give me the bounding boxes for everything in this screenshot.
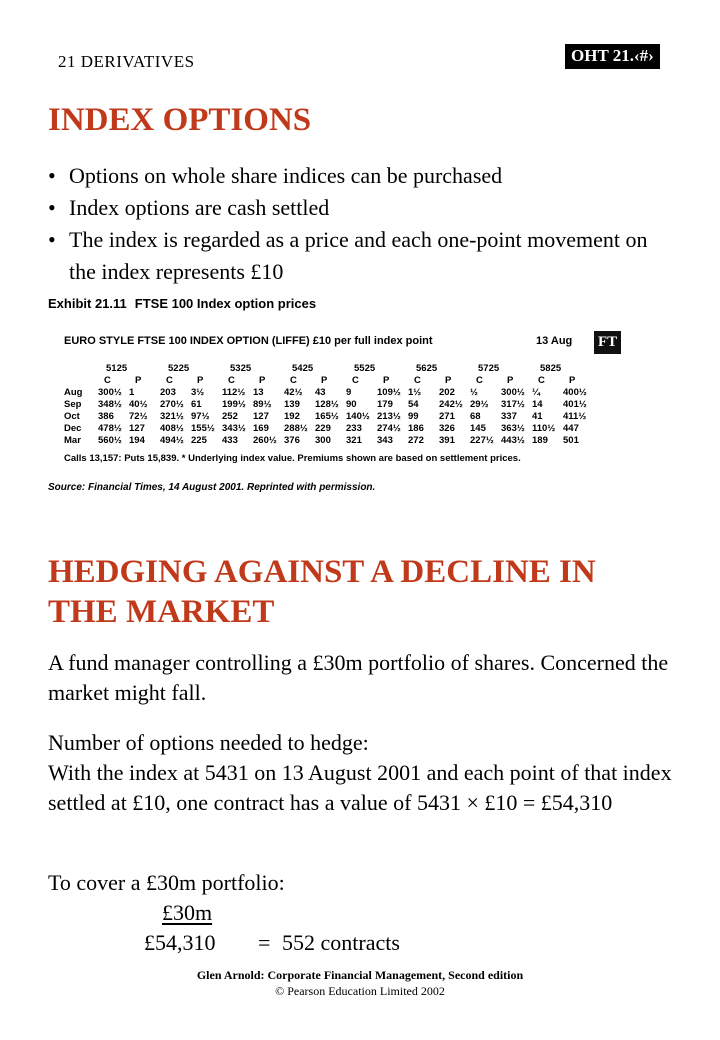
option-premium: 13 xyxy=(253,387,264,398)
source-publication: Financial Times, 14 August 2001. Reprinted with permission. xyxy=(88,482,376,493)
ft-logo: FT xyxy=(594,331,621,354)
option-premium: 288½ xyxy=(284,423,308,434)
option-premium: 433 xyxy=(222,435,238,446)
bullet-item: • The index is regarded as a price and each one-point movement on the index represents £10 xyxy=(48,224,648,288)
call-put-header: P xyxy=(445,375,452,386)
exhibit-calls-note: Calls 13,157: Puts 15,839. * Underlying index value. Premiums shown are based on settlement prices. xyxy=(64,453,521,464)
call-put-header: P xyxy=(259,375,266,386)
option-premium: 3½ xyxy=(191,387,205,398)
table-row xyxy=(48,423,620,435)
slide-number-badge: OHT 21.‹#› xyxy=(565,44,660,69)
table-row xyxy=(48,435,620,447)
option-premium: 400½ xyxy=(563,387,587,398)
call-put-header: C xyxy=(538,375,545,386)
option-premium: 1½ xyxy=(408,387,422,398)
strike-price: 5525 xyxy=(354,363,376,374)
exhibit-title xyxy=(48,296,620,311)
option-premium: ½ xyxy=(470,387,478,398)
call-put-header: C xyxy=(476,375,483,386)
option-premium: 43 xyxy=(315,387,326,398)
option-premium: 29½ xyxy=(470,399,489,410)
option-premium: 348½ xyxy=(98,399,122,410)
fraction-numerator: £30m xyxy=(162,900,213,925)
expiry-month: Dec xyxy=(64,423,82,434)
option-premium: 68 xyxy=(470,411,481,422)
paragraph-line: Number of options needed to hedge: xyxy=(48,730,369,755)
footer-copyright: © Pearson Education Limited 2002 xyxy=(275,984,445,998)
exhibit-date: 13 Aug xyxy=(536,335,573,347)
call-put-header: C xyxy=(228,375,235,386)
option-premium: 97½ xyxy=(191,411,210,422)
exhibit-subtitle: EURO STYLE FTSE 100 INDEX OPTION (LIFFE) £10 per full index point xyxy=(64,335,433,347)
option-premium: 343 xyxy=(377,435,393,446)
option-premium: 337 xyxy=(501,411,517,422)
option-premium: 41 xyxy=(532,411,543,422)
option-premium: 411½ xyxy=(563,411,587,422)
option-premium: 401½ xyxy=(563,399,587,410)
call-put-header: P xyxy=(569,375,576,386)
option-premium: 272 xyxy=(408,435,424,446)
call-put-header: C xyxy=(104,375,111,386)
option-premium: 376 xyxy=(284,435,300,446)
bullet-item: • Options on whole share indices can be purchased xyxy=(48,160,648,192)
exhibit-number: Exhibit 21.11 xyxy=(48,296,127,311)
table-row xyxy=(48,387,620,399)
section-title-hedging: HEDGING AGAINST A DECLINE IN THE MARKET xyxy=(48,554,596,630)
call-put-header: P xyxy=(507,375,514,386)
option-premium: 192 xyxy=(284,411,300,422)
call-put-header: C xyxy=(290,375,297,386)
option-premium: 478½ xyxy=(98,423,122,434)
expiry-month: Aug xyxy=(64,387,83,398)
exhibit-header-row xyxy=(48,331,620,357)
option-premium: 233 xyxy=(346,423,362,434)
option-premium: 326 xyxy=(439,423,455,434)
call-put-header: C xyxy=(414,375,421,386)
expiry-month: Mar xyxy=(64,435,81,446)
strike-price: 5225 xyxy=(168,363,190,374)
call-put-header: C xyxy=(166,375,173,386)
option-premium: 127 xyxy=(253,411,269,422)
option-premium: 227½ xyxy=(470,435,494,446)
option-premium: 202 xyxy=(439,387,455,398)
option-premium: 42½ xyxy=(284,387,303,398)
option-premium: 225 xyxy=(191,435,207,446)
option-premium: 169 xyxy=(253,423,269,434)
option-premium: 391 xyxy=(439,435,455,446)
option-premium: 14 xyxy=(532,399,543,410)
option-premium: 139 xyxy=(284,399,300,410)
option-premium: 274½ xyxy=(377,423,401,434)
paragraph-cover: To cover a £30m portfolio: xyxy=(48,870,285,895)
option-premium: 165½ xyxy=(315,411,339,422)
call-put-header: C xyxy=(352,375,359,386)
option-premium: 300½ xyxy=(98,387,122,398)
option-premium: 54 xyxy=(408,399,419,410)
bullet-list xyxy=(48,160,648,288)
option-premium: 203 xyxy=(160,387,176,398)
call-put-header: P xyxy=(197,375,204,386)
strike-price: 5125 xyxy=(106,363,128,374)
equals-sign: = xyxy=(258,930,271,955)
option-premium: 213½ xyxy=(377,411,401,422)
strike-price: 5425 xyxy=(292,363,314,374)
option-premium: 127 xyxy=(129,423,145,434)
call-put-header: P xyxy=(321,375,328,386)
option-premium: 1 xyxy=(129,387,135,398)
result-contracts: 552 contracts xyxy=(282,930,400,955)
paragraph-options-needed xyxy=(48,728,678,818)
option-premium: 443½ xyxy=(501,435,525,446)
option-premium: 199½ xyxy=(222,399,246,410)
option-premium: 9 xyxy=(346,387,352,398)
section-title-index-options: INDEX OPTIONS xyxy=(48,102,312,138)
option-premium: 90 xyxy=(346,399,357,410)
option-premium: 40½ xyxy=(129,399,148,410)
footer xyxy=(0,967,720,999)
option-premium: 145 xyxy=(470,423,486,434)
option-premium: 128½ xyxy=(315,399,339,410)
source-label: Source: xyxy=(48,482,86,493)
option-premium: 110½ xyxy=(532,423,556,434)
option-premium: 89½ xyxy=(253,399,272,410)
option-premium: 363½ xyxy=(501,423,525,434)
table-row xyxy=(48,411,620,423)
option-price-table xyxy=(48,363,620,447)
strike-price: 5325 xyxy=(230,363,252,374)
option-premium: 260½ xyxy=(253,435,277,446)
option-premium: 194 xyxy=(129,435,145,446)
call-put-header: P xyxy=(135,375,142,386)
option-premium: 501 xyxy=(563,435,579,446)
option-premium: 140½ xyxy=(346,411,370,422)
option-premium: 189 xyxy=(532,435,548,446)
option-premium: 343½ xyxy=(222,423,246,434)
option-premium: 408½ xyxy=(160,423,184,434)
bullet-item: • Index options are cash settled xyxy=(48,192,648,224)
option-premium: 186 xyxy=(408,423,424,434)
strike-price: 5725 xyxy=(478,363,500,374)
option-premium: 317½ xyxy=(501,399,525,410)
option-premium: 300 xyxy=(315,435,331,446)
option-premium: 112½ xyxy=(222,387,246,398)
footer-book-title: Glen Arnold: Corporate Financial Management, Second edition xyxy=(196,968,524,982)
chapter-label: 21 DERIVATIVES xyxy=(58,52,195,71)
strike-row xyxy=(48,363,620,375)
option-premium: 229 xyxy=(315,423,331,434)
expiry-month: Oct xyxy=(64,411,80,422)
option-premium: 447 xyxy=(563,423,579,434)
option-premium: 155½ xyxy=(191,423,215,434)
option-premium: 99 xyxy=(408,411,419,422)
option-premium: 494½ xyxy=(160,435,184,446)
option-premium: 109½ xyxy=(377,387,401,398)
fraction-denominator: £54,310 xyxy=(144,930,216,955)
option-premium: 321½ xyxy=(160,411,184,422)
table-row xyxy=(48,399,620,411)
paragraph-fund-manager: A fund manager controlling a £30m portfolio of shares. Concerned the market might fall. xyxy=(48,650,669,705)
exhibit-source xyxy=(48,482,620,493)
paragraph-line: With the index at 5431 on 13 August 2001 and each point of that index settled at £10, one contract has a value of 5431 × £10 = £54,310 xyxy=(48,760,672,815)
exhibit-figure xyxy=(48,296,620,493)
option-premium: ¼ xyxy=(532,387,540,398)
option-premium: 386 xyxy=(98,411,114,422)
option-premium: 61 xyxy=(191,399,202,410)
strike-price: 5625 xyxy=(416,363,438,374)
call-put-header: P xyxy=(383,375,390,386)
option-premium: 252 xyxy=(222,411,238,422)
option-premium: 179 xyxy=(377,399,393,410)
option-premium: 242½ xyxy=(439,399,463,410)
expiry-month: Sep xyxy=(64,399,82,410)
strike-price: 5825 xyxy=(540,363,562,374)
call-put-header-row xyxy=(48,375,620,387)
option-premium: 321 xyxy=(346,435,362,446)
option-premium: 72½ xyxy=(129,411,148,422)
option-premium: 300½ xyxy=(501,387,525,398)
option-premium: 271 xyxy=(439,411,455,422)
exhibit-caption: FTSE 100 Index option prices xyxy=(134,296,317,311)
option-premium: 560½ xyxy=(98,435,122,446)
option-premium: 270½ xyxy=(160,399,184,410)
